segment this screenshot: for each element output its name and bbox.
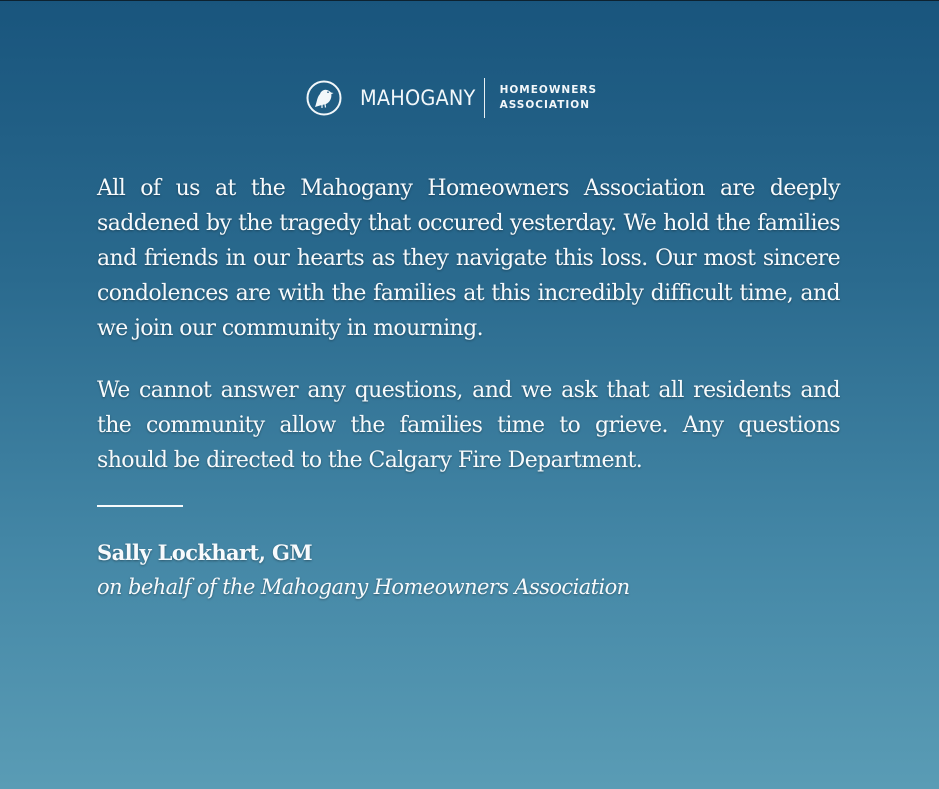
association-logo [306,78,597,118]
signatory-name: Sally Lockhart, GM [97,540,312,565]
logo-subtitle-line2: ASSOCIATION [499,99,591,111]
logo-subtitle-line1: HOMEOWNERS [499,84,598,96]
logo-wordmark: MAHOGANY [360,86,476,110]
statement-paragraph-1: All of us at the Mahogany Homeowners Association are deeply saddened by the tragedy that occured yesterday. We hold the families and friends in our hearts as they navigate this loss. Our most sincere condolences are with the families at this incredibly difficult time, and we join our community in mourning. [97,176,840,341]
bird-in-circle-icon [306,80,342,116]
statement-paragraph-2: We cannot answer any questions, and we ask that all residents and the community allow the families time to grieve. Any questions should be directed to the Calgary Fire Department. [97,378,840,473]
statement-body [97,171,840,604]
logo-divider [484,78,485,118]
signature-divider [97,505,183,507]
signatory-role: on behalf of the Mahogany Homeowners Association [97,575,630,599]
